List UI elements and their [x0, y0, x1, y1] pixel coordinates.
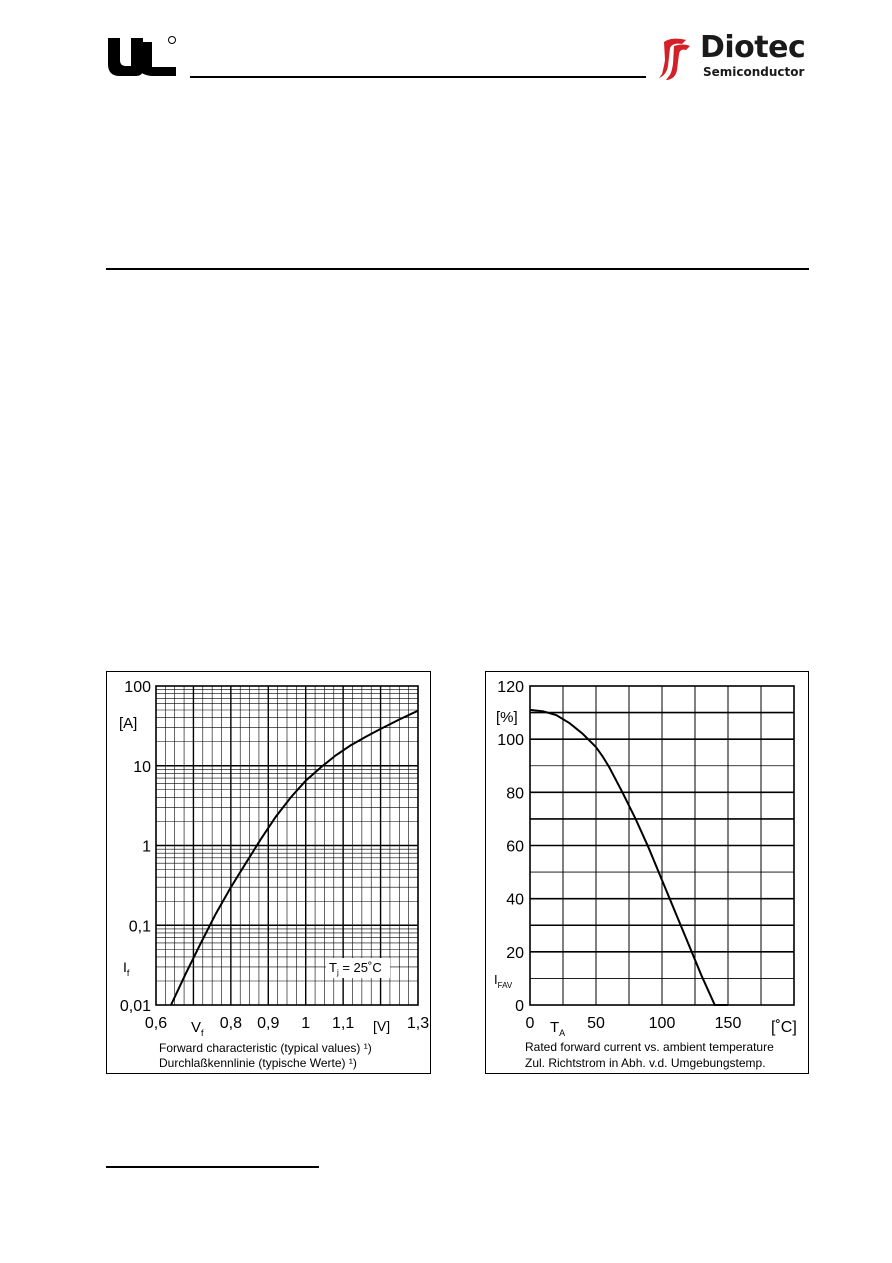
x-symbol-label: $T_A$	[550, 1019, 566, 1038]
forward-characteristic-svg	[107, 672, 430, 1073]
derating-chart	[485, 671, 809, 1074]
x-unit-label: [˚C]	[771, 1019, 797, 1036]
x-tick-label: 1,1	[332, 1015, 355, 1032]
x-tick-label: 1,3	[406, 1015, 430, 1032]
y-tick-label: 1	[142, 838, 151, 856]
x-tick-label: 0,6	[144, 1015, 168, 1032]
y-symbol-label: $I_f$	[123, 959, 130, 978]
annotation-tj: $T_j$ = 25˚C	[329, 960, 382, 977]
y-unit-label: [A]	[119, 715, 138, 732]
caption-line-2: Zul. Richtstrom in Abh. v.d. Umgebungstemp.	[525, 1056, 766, 1070]
y-tick-label: 80	[506, 785, 524, 803]
x-tick-label: 100	[648, 1015, 676, 1032]
y-tick-label: 40	[506, 891, 524, 909]
forward-characteristic-chart	[106, 671, 431, 1074]
y-tick-label: 120	[497, 679, 524, 696]
y-unit-label: [%]	[496, 709, 518, 726]
footnote-rule	[106, 1166, 319, 1168]
y-tick-label: 100	[124, 679, 151, 696]
y-symbol-label: $I_{FAV}$	[494, 972, 513, 990]
y-tick-label: 0,01	[119, 998, 151, 1015]
brand-subtitle: Semiconductor	[703, 65, 805, 79]
ul-logo	[106, 34, 182, 80]
x-tick-label: 50	[587, 1015, 605, 1032]
y-tick-label: 100	[497, 732, 524, 750]
caption-line-1: Forward characteristic (typical values) ¹)	[159, 1041, 372, 1055]
header-rule	[190, 76, 646, 78]
x-tick-label: 150	[714, 1015, 742, 1032]
ul-mark-icon	[106, 34, 182, 80]
diotec-emblem-icon	[656, 36, 696, 82]
x-symbol-label: $V_f$	[191, 1019, 204, 1038]
brand-name: Diotec	[700, 30, 806, 65]
x-tick-label: 0,8	[219, 1015, 242, 1032]
y-tick-label: 10	[133, 758, 151, 776]
x-tick-label: 1	[301, 1015, 311, 1032]
x-tick-label: 0,9	[257, 1015, 280, 1032]
x-unit-label: [V]	[373, 1018, 391, 1034]
y-tick-label: 0,1	[128, 918, 151, 936]
x-tick-label: 0	[525, 1015, 535, 1032]
caption-line-1: Rated forward current vs. ambient temperature	[525, 1040, 774, 1054]
derating-svg	[486, 672, 808, 1073]
y-tick-label: 0	[515, 998, 524, 1015]
caption-line-2: Durchlaßkennlinie (typische Werte) ¹)	[159, 1056, 357, 1070]
y-tick-label: 20	[506, 944, 524, 962]
section-rule	[106, 268, 809, 270]
diotec-logo	[656, 30, 816, 82]
y-tick-label: 60	[506, 838, 524, 856]
